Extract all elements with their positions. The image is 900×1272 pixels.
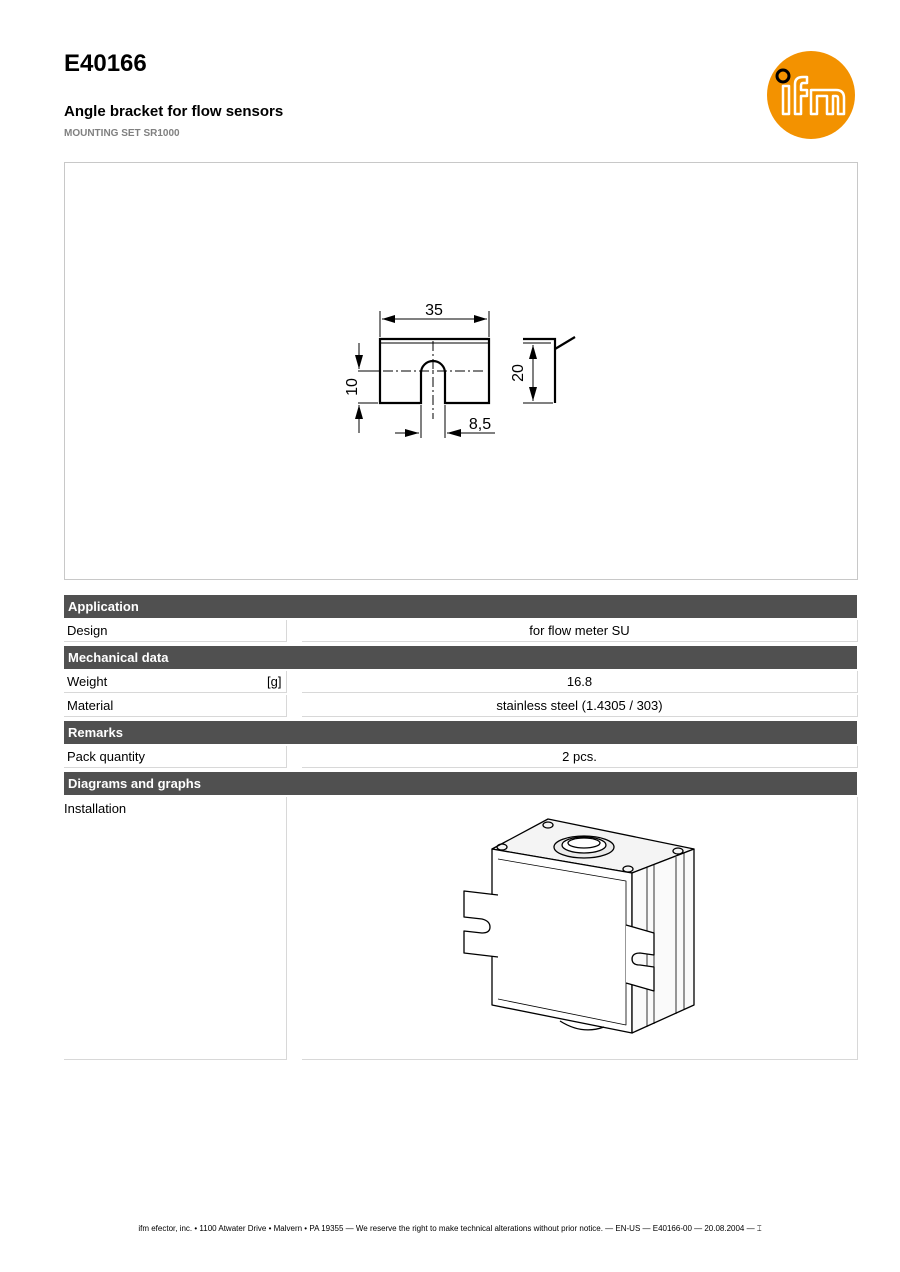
- section-application: Application: [64, 595, 857, 618]
- row-label: Pack quantity: [67, 749, 146, 764]
- row-label: Design: [67, 623, 108, 638]
- table-row: [64, 620, 857, 642]
- installation-label: Installation: [64, 801, 127, 816]
- row-label: Material: [67, 698, 114, 713]
- dim-slot-label: 8,5: [468, 416, 492, 433]
- footer-text: ifm efector, inc. • 1100 Atwater Drive • Malvern • PA 19355 — We reserve the right to make technical alterations without prior notice. — EN-US — E40166-00 — 20.08.2004 —: [138, 1224, 755, 1233]
- row-value: for flow meter SU: [302, 620, 858, 642]
- product-code: E40166: [64, 50, 147, 77]
- ifm-logo: [766, 50, 856, 140]
- row-unit: [g]: [267, 674, 282, 689]
- section-mechanical: Mechanical data: [64, 646, 857, 669]
- product-subname: MOUNTING SET SR1000: [64, 128, 180, 139]
- row-value: 16.8: [302, 671, 858, 693]
- footer: [0, 1224, 900, 1234]
- footer-icon: ⌶: [756, 1224, 762, 1233]
- dimension-drawing: [64, 162, 858, 580]
- section-remarks: Remarks: [64, 721, 857, 744]
- dim-height-side-label: 20: [510, 364, 527, 382]
- table-row: [64, 746, 857, 768]
- installation-diagram-cell: [302, 797, 858, 1060]
- dim-width-label: 35: [425, 302, 443, 319]
- installation-diagram: [302, 797, 857, 1059]
- row-value: stainless steel (1.4305 / 303): [302, 695, 858, 717]
- table-row: [64, 671, 857, 693]
- dimension-drawing-svg: [65, 163, 857, 579]
- dim-height-front-label: 10: [344, 378, 361, 396]
- row-value: 2 pcs.: [302, 746, 858, 768]
- row-label: Weight: [67, 674, 108, 689]
- product-name: Angle bracket for flow sensors: [64, 103, 284, 120]
- installation-label-cell: [64, 797, 287, 1060]
- section-diagrams: Diagrams and graphs: [64, 772, 857, 795]
- table-row: [64, 695, 857, 717]
